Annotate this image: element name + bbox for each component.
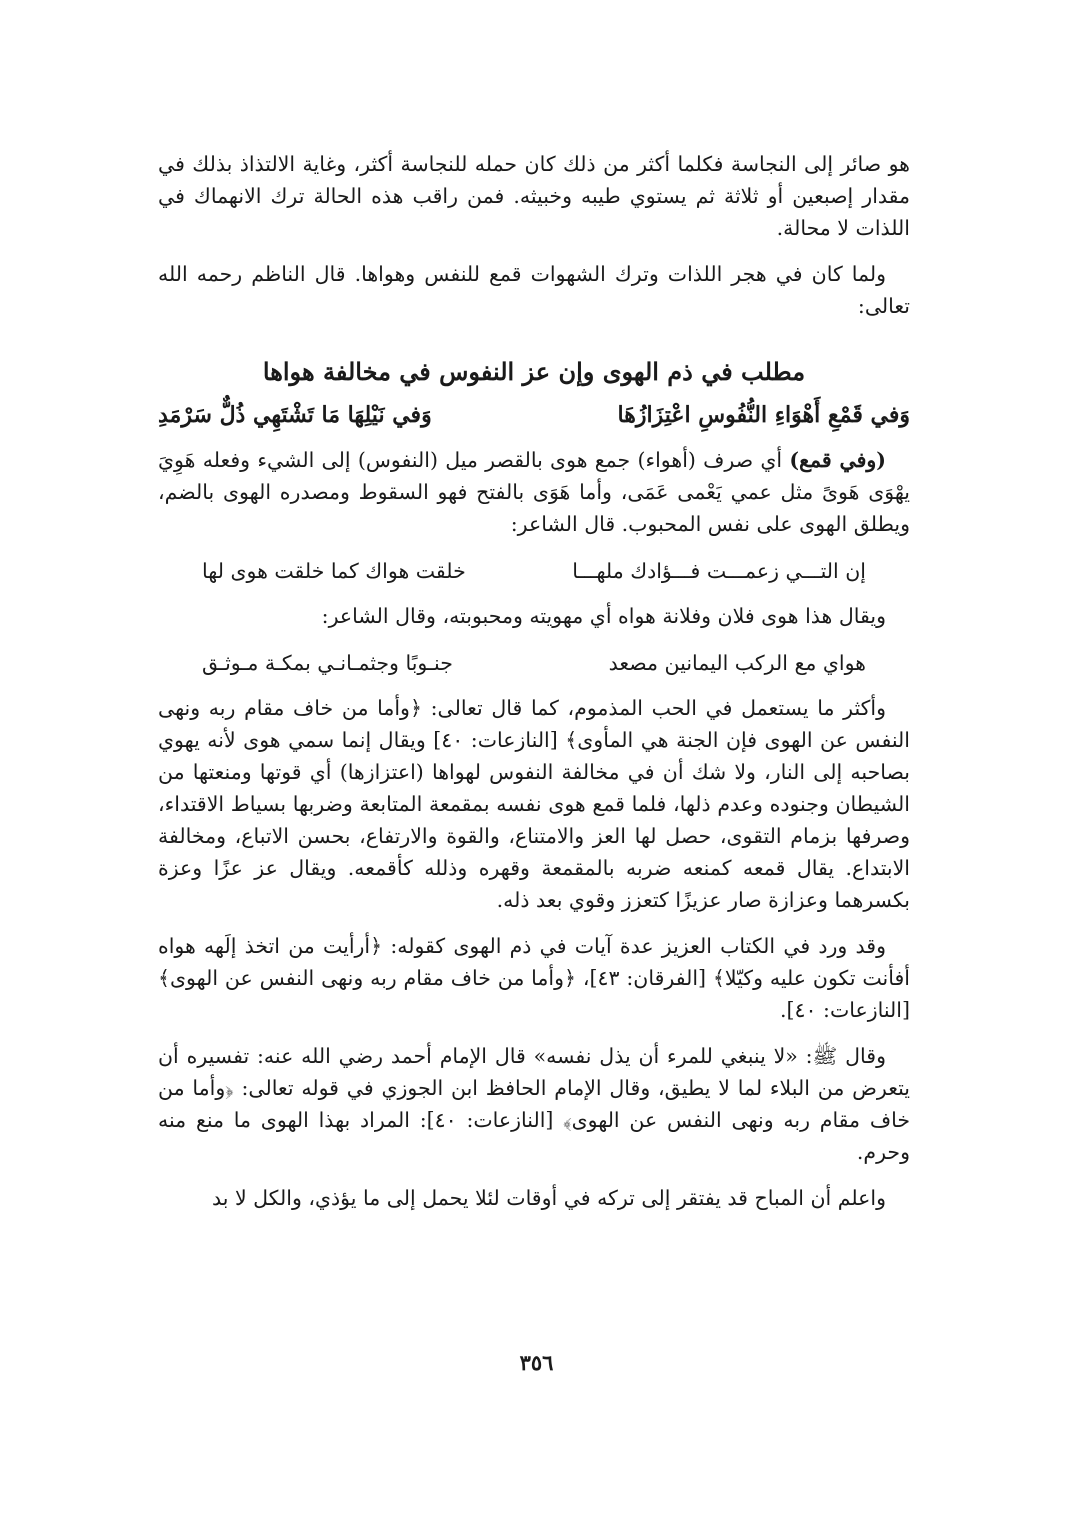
paragraph-8: واعلم أن المباح قد يفتقر إلى تركه في أوقات لئلا يحمل إلى ما يؤذي، والكل لا بد [211, 1186, 886, 1210]
paragraph-2: ولما كان في هجر اللذات وترك الشهوات قمع للنفس وهواها. قال الناظم رحمه الله تعالى: [158, 262, 910, 318]
paragraph-3-text: أي صرف (أهواء) جمع هوى بالقصر ميل (النفوس) إلى الشيء وفعله هَوِيَ يهْوَى هَوىً مثل عمي يَعْمى عَمَى، وأما هَوَى بالفتح فهو السقوط ومصدره الهوى بالضم، ويطلق الهوى على نفس المحبوب. قال الشاعر: [158, 448, 910, 536]
paragraph-4: ويقال هذا هوى فلان وفلانة هواه أي مهويته ومحبوبته، وقال الشاعر: [321, 604, 886, 628]
paragraph-3 [158, 444, 910, 540]
paragraph-1: هو صائر إلى النجاسة فكلما أكثر من ذلك كان حمله للنجاسة أكثر، وغاية الالتذاذ بذلك في مقدار إصبعين أو ثلاثة ثم يستوي طيبه وخبيثه. فمن راقب هذه الحالة ترك الانهماك في اللذات لا محالة. [158, 152, 910, 240]
poem-1-second-hemistich: خلقت هواك كما خلقت هوى لها [202, 559, 466, 583]
poem-2-second-hemistich: جنـوبًا وجثمـانـي بمكـة مـوثـق [202, 651, 453, 675]
paragraph-5: وأكثر ما يستعمل في الحب المذموم، كما قال تعالى: ﴿وأما من خاف مقام ربه ونهى النفس عن الهوى فإن الجنة هي المأوى﴾ [النازعات: ٤٠] ويقال إنما سمي هوى لأنه يهوي بصاحبه إلى النار، ولا شك أن في مخالفة النفوس لهواها (اعتزازها) أي قوتها ومنعتها من الشيطان وجنوده وعدم ذلها، فلما قمع هوى نفسه بمقمعة المتابعة وضربها بسياط الاقتداء، وصرفها بزمام التقوى، حصل لها العز والامتناع، والقوة والارتفاع، بحسن الاتباع، ومخالفة الابتداع. يقال قمعه كمنعه ضربه بالمقمعة وقهره وذلله كأقمعه. ويقال عز عزًا وعزة بكسرهما وعزازة صار عزيزًا كتعزز وقوي بعد ذله. [158, 696, 910, 912]
verse-line [158, 396, 910, 434]
paragraph-7: وقال ﷺ: «لا ينبغي للمرء أن يذل نفسه» قال الإمام أحمد رضي الله عنه: تفسيره أن يتعرض من البلاء لما لا يطيق، وقال الإمام الحافظ ابن الجوزي في قوله تعالى: ﴿وأما من خاف مقام ربه ونهى النفس عن الهوى﴾ [النازعات: ٤٠]: المراد بهذا الهوى ما منع منه وحرم. [158, 1044, 910, 1164]
poem-line-1 [202, 554, 866, 588]
poem-1-first-hemistich: إن التـــي زعمـــت فـــؤادك ملهـــا [572, 559, 866, 583]
paragraph-3-lead: (وفي قمع) [789, 448, 887, 472]
poem-2-first-hemistich: هواي مع الركب اليمانين مصعد [608, 651, 866, 675]
section-heading: مطلب في ذم الهوى وإن عز النفوس في مخالفة هواها [262, 357, 806, 386]
page-number: ٣٥٦ [519, 1350, 554, 1375]
poem-line-2 [202, 646, 866, 680]
page-body [158, 148, 910, 1228]
verse-second-hemistich: وَفي نَيْلِهَا مَا تَشْتَهِي ذُلٌّ سَرْمَدِ [158, 402, 432, 428]
verse-first-hemistich: وَفي قَمْعِ أَهْوَاءِ النُّفُوسِ اعْتِزَازُهَا [617, 402, 910, 428]
paragraph-6: وقد ورد في الكتاب العزيز عدة آيات في ذم الهوى كقوله: ﴿أرأيت من اتخذ إلَهه هواه أفأنت تكون عليه وكيّلا﴾ [الفرقان: ٤٣]، ﴿وأما من خاف مقام ربه ونهى النفس عن الهوى﴾ [النازعات: ٤٠]. [158, 934, 910, 1022]
